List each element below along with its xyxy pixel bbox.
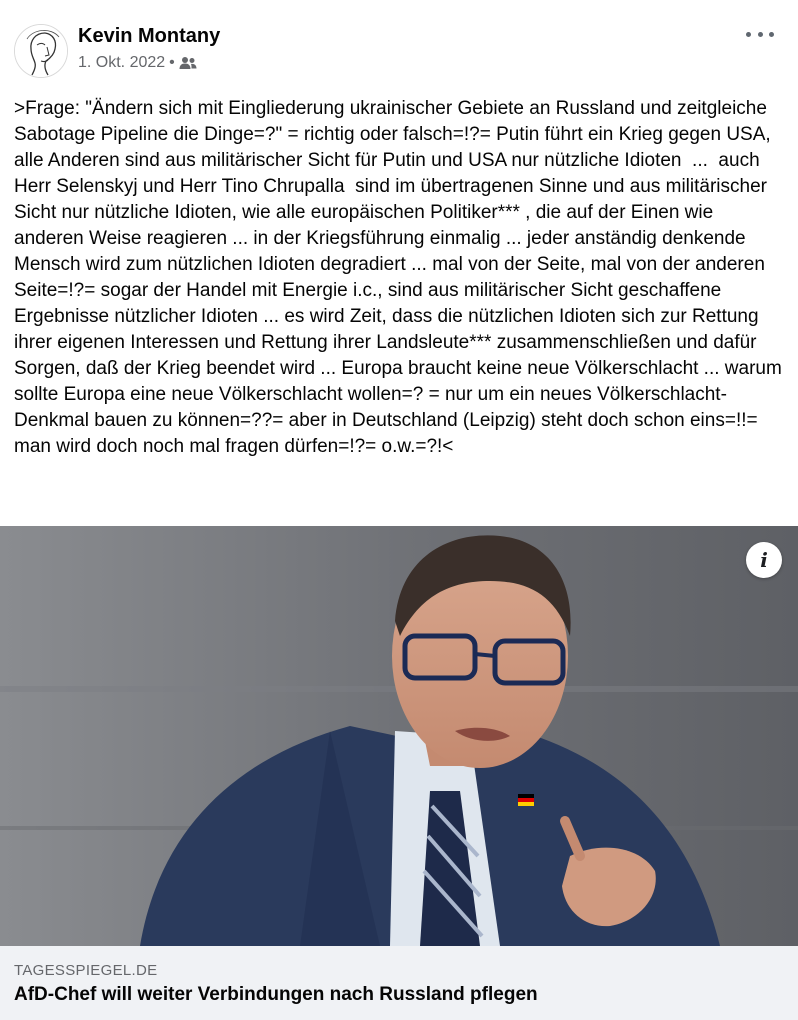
post-meta xyxy=(78,52,197,74)
meta-separator: • xyxy=(169,54,175,71)
more-dot xyxy=(746,32,751,37)
more-dot xyxy=(758,32,763,37)
avatar-sketch-icon xyxy=(15,25,67,77)
post-header xyxy=(0,0,798,90)
friends-icon[interactable] xyxy=(179,56,197,70)
link-preview[interactable] xyxy=(0,526,798,1020)
preview-photo-illustration xyxy=(0,526,798,946)
preview-image[interactable] xyxy=(0,526,798,946)
author-avatar[interactable] xyxy=(14,24,68,78)
info-button[interactable] xyxy=(746,542,782,578)
info-icon: i xyxy=(760,548,768,572)
author-name[interactable]: Kevin Montany xyxy=(78,25,221,47)
post-date[interactable]: 1. Okt. 2022 xyxy=(78,54,166,71)
preview-caption[interactable] xyxy=(0,946,798,1020)
more-dot xyxy=(769,32,774,37)
post-text: >Frage: "Ändern sich mit Eingliederung ukrainischer Gebiete an Russland und zeitgleiche Sabotage Pipeline die Dinge=?" = richtig oder falsch=!?= Putin führt ein Krieg gegen USA, alle Anderen sind aus militärischer Sicht für Putin und USA nur nützliche Idioten ... auch Herr Selenskyj und Herr Tino Chrupalla sind im übertragenen Sinne und aus militärischer Sicht nur nützliche Idioten, wie alle europäischen Politiker*** , die auf der Einen wie anderen Weise reagieren ... in der Kriegsführung einmalig ... jeder anständig denkende Mensch wird zum nützlichen Idioten degradiert ... mal von der Seite, mal von der anderen Seite=!?= sogar der Handel mit Energie i.c., sind aus militärischer Sicht geschaffene Ergebnisse nützlicher Idioten ... es wird Zeit, dass die nützlichen Idioten sich zur Rettung ihrer eigenen Interessen und Rettung ihrer Landsleute*** zusammenschließen und dafür Sorgen, daß der Krieg beendet wird ... Europa braucht keine neue Völkerschlacht ... warum sollte Europa eine neue Völkerschlacht wollen=? = nur um ein neues Völkerschlacht- Denkmal bauen zu können=??= aber in Deutschland (Leipzig) steht doch schon eins=!!= man wird doch noch mal fragen dürfen=!?= o.w.=?!< xyxy=(14,98,788,457)
preview-title[interactable]: AfD-Chef will weiter Verbindungen nach Russland pflegen xyxy=(14,984,538,1005)
more-options-icon[interactable] xyxy=(746,22,774,46)
preview-domain: TAGESSPIEGEL.DE xyxy=(14,962,158,979)
